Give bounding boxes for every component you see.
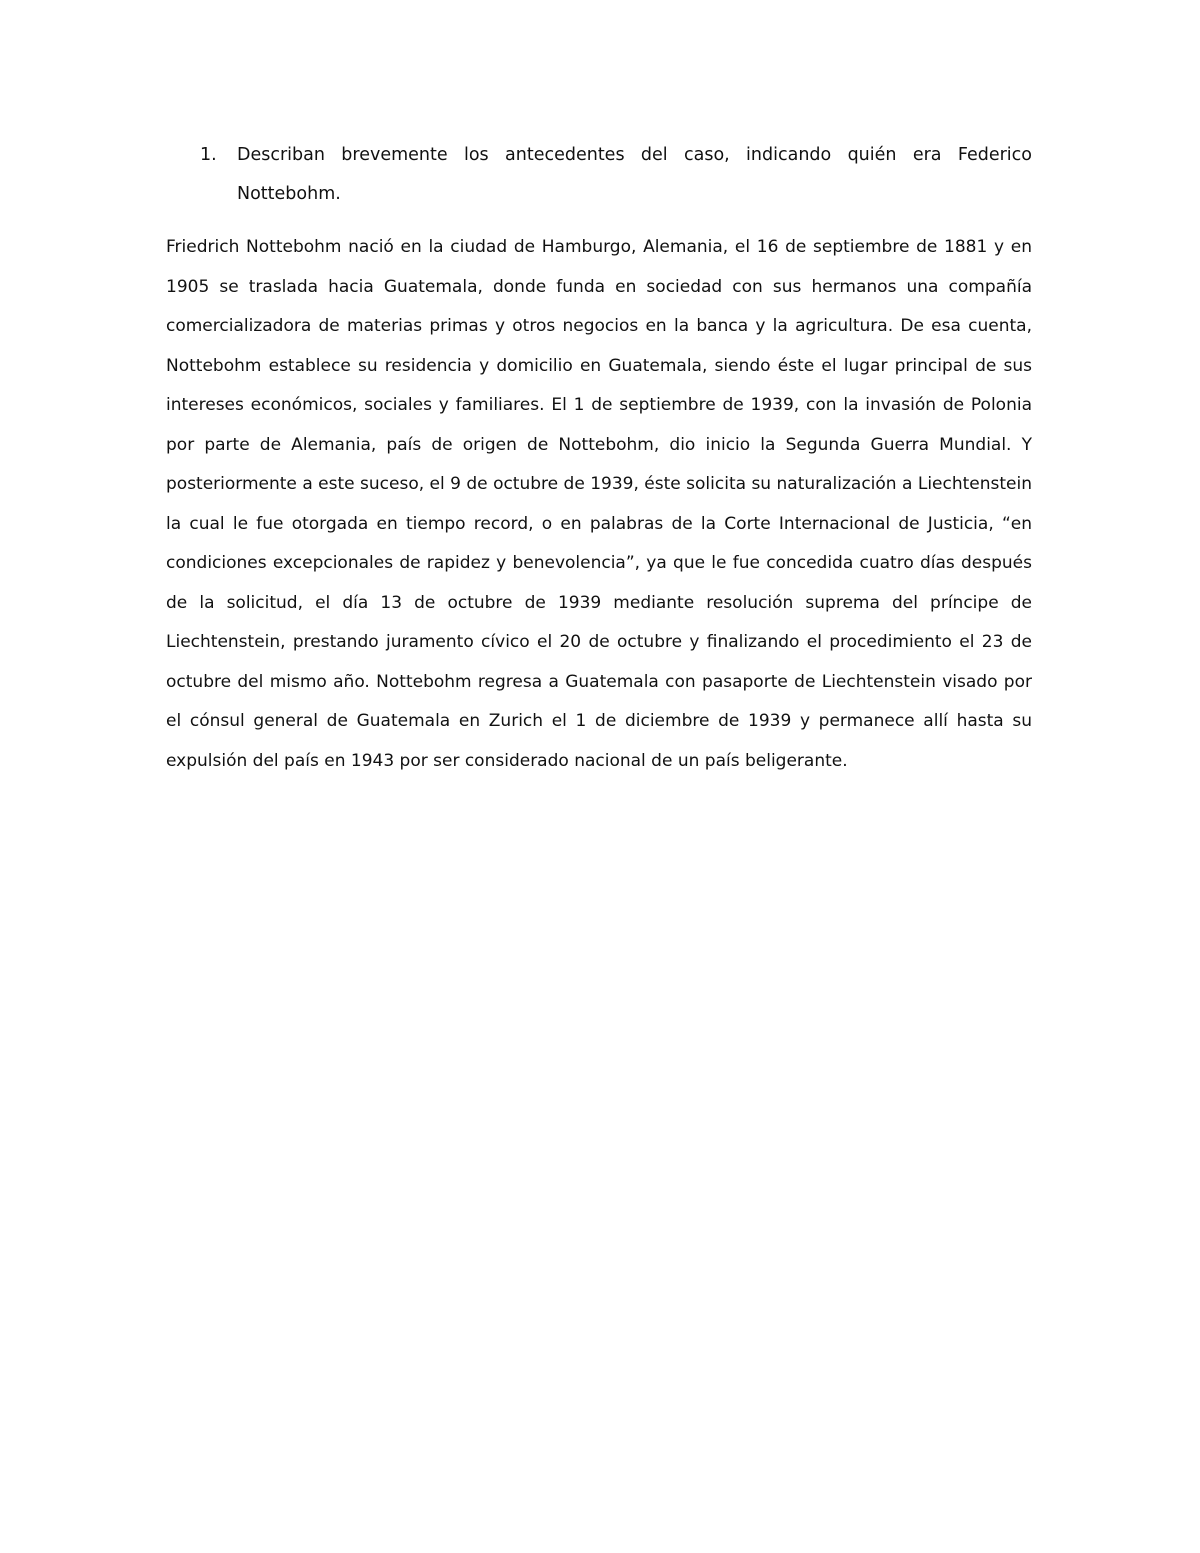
answer-paragraph: Friedrich Nottebohm nació en la ciudad de Hamburgo, Alemania, el 16 de septiembre de 1881 y en 1905 se traslada hacia Guatemala, donde funda en sociedad con sus hermanos una compañía comercializadora de materias primas y otros negocios en la banca y la agricultura. De esa cuenta, Nottebohm establece su residencia y domicilio en Guatemala, siendo éste el lugar principal de sus intereses económicos, sociales y familiares. El 1 de septiembre de 1939, con la invasión de Polonia por parte de Alemania, país de origen de Nottebohm, dio inicio la Segunda Guerra Mundial. Y posteriormente a este suceso, el 9 de octubre de 1939, éste solicita su naturalización a Liechtenstein la cual le fue otorgada en tiempo record, o en palabras de la Corte Internacional de Justicia, “en condiciones excepcionales de rapidez y benevolencia”, ya que le fue concedida cuatro días después de la solicitud, el día 13 de octubre de 1939 mediante resolución suprema del príncipe de Liechtenstein, prestando juramento cívico el 20 de octubre y finalizando el procedimiento el 23 de octubre del mismo año. Nottebohm regresa a Guatemala con pasaporte de Liechtenstein visado por el cónsul general de Guatemala en Zurich el 1 de diciembre de 1939 y permanece allí hasta su expulsión del país en 1943 por ser considerado nacional de un país beligerante. <box>166 237 1032 771</box>
question-item <box>200 136 1032 214</box>
question-number: 1. <box>200 145 217 165</box>
question-text: Describan brevemente los antecedentes del caso, indicando quién era Federico Nottebohm. <box>237 145 1032 204</box>
